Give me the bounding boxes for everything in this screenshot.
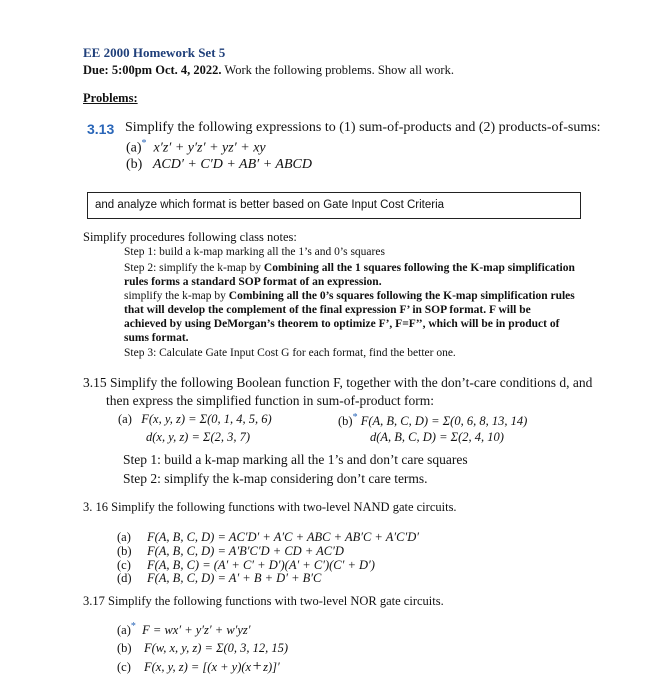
step-bold: Combining all the 0’s squares following the K-map simplification rules	[228, 290, 575, 302]
problem-3-15-step-1: Step 1: build a k-map marking all the 1’s and don’t care squares	[123, 452, 468, 467]
item-label: (c)	[117, 558, 131, 572]
problem-3-15-b-d: d(A, B, C, D) = Σ(2, 4, 10)	[370, 430, 504, 444]
procedure-intro: Simplify procedures following class notes:	[83, 230, 297, 244]
problem-3-15-line-2: then express the simplified function in sum-of-product form:	[106, 393, 435, 408]
expression: F(w, x, y, z) = Σ(0, 3, 12, 15)	[144, 641, 289, 655]
due-instructions: Work the following problems. Show all work.	[221, 63, 454, 77]
problem-3-15-b-f	[338, 412, 527, 429]
item-label: (b)	[126, 157, 143, 172]
problem-3-16-d	[117, 571, 321, 586]
item-label: (a)	[117, 623, 131, 638]
star-marker: *	[141, 138, 147, 149]
procedure-step-2b-cont-3: sums format.	[124, 332, 189, 344]
expression: ACD′ + C′D + AB′ + ABCD	[152, 157, 312, 172]
expression: F(x, y, z) = Σ(0, 1, 4, 5, 6)	[141, 412, 272, 426]
problem-3-13-number: 3.13	[87, 121, 115, 137]
star-marker: *	[130, 621, 136, 632]
procedure-step-2b-cont-2: achieved by using DeMorgan’s theorem to optimize F’, F=F’’, which will be in product of	[124, 318, 560, 330]
problem-3-17-b	[117, 641, 288, 656]
due-date: Due: 5:00pm Oct. 4, 2022.	[83, 63, 222, 77]
problem-3-13-a	[126, 138, 266, 157]
expression: F(A, B, C, D) = A′ + B + D′ + B′C	[147, 571, 322, 585]
problem-3-17-c	[117, 660, 280, 675]
expression: F = wx′ + y′z′ + w′yz′	[142, 623, 251, 638]
expression-start: F(x, y, z) = [(x + y)(x	[144, 660, 252, 674]
procedure-step-2-cont: rules forms a standard SOP format of an expression.	[124, 276, 382, 288]
note-text: and analyze which format is better based on Gate Input Cost Criteria	[95, 199, 445, 211]
expression-end: z)]′	[263, 660, 280, 674]
expression: F(A, B, C) = (A′ + C′ + D′)(A′ + C′)(C′ + D′)	[147, 558, 375, 572]
item-label: (b)	[117, 641, 132, 655]
step-text: Step 2: simplify the k-map by	[124, 262, 264, 274]
problem-3-15-line-1: 3.15 Simplify the following Boolean function F, together with the don’t-care conditions d, and	[83, 375, 593, 390]
problem-3-13-prompt: Simplify the following expressions to (1) sum-of-products and (2) products-of-sums:	[125, 120, 601, 135]
handwritten-plus-mark: +	[252, 658, 262, 675]
procedure-step-3: Step 3: Calculate Gate Input Cost G for each format, find the better one.	[124, 347, 456, 359]
procedure-step-2b-cont-1: that will develop the complement of the final expression F’ in SOP format. F will be	[124, 304, 531, 316]
item-label: (b)	[338, 414, 353, 429]
step-bold: Combining all the 1 squares following the K-map simplification	[263, 262, 575, 274]
problem-3-15-a-f	[118, 412, 272, 427]
problem-3-15-step-2: Step 2: simplify the k-map considering don’t care terms.	[123, 471, 428, 486]
step-text: simplify the k-map by	[124, 290, 229, 302]
problem-3-17-heading: 3.17 Simplify the following functions with two-level NOR gate circuits.	[83, 594, 444, 608]
problem-3-17-a	[117, 621, 251, 638]
item-label: (a)	[117, 530, 131, 544]
procedure-step-1: Step 1: build a k-map marking all the 1’s and 0’s squares	[124, 246, 385, 258]
item-label: (d)	[117, 571, 132, 585]
problem-3-16-heading: 3. 16 Simplify the following functions with two-level NAND gate circuits.	[83, 500, 457, 514]
problem-3-15-a-d: d(x, y, z) = Σ(2, 3, 7)	[146, 430, 251, 444]
homework-title: EE 2000 Homework Set 5	[83, 45, 226, 60]
item-label: (b)	[117, 544, 132, 558]
star-marker: *	[352, 412, 358, 423]
expression: F(A, B, C, D) = AC′D′ + A′C + ABC + AB′C + A′C′D′	[147, 530, 419, 544]
problem-3-16-b	[117, 544, 344, 559]
procedure-step-2	[124, 261, 575, 275]
expression: F(A, B, C, D) = A′B′C′D + CD + AC′D	[147, 544, 344, 558]
item-label: (a)	[118, 412, 132, 426]
due-line	[83, 63, 454, 78]
item-label: (a)	[126, 140, 142, 156]
problems-heading: Problems:	[83, 91, 138, 105]
problem-3-16-a	[117, 530, 419, 545]
item-label: (c)	[117, 660, 131, 674]
expression: F(A, B, C, D) = Σ(0, 6, 8, 13, 14)	[360, 414, 528, 429]
problem-3-13-b	[126, 157, 312, 173]
expression: x′z′ + y′z′ + yz′ + xy	[153, 140, 266, 156]
procedure-step-2b	[124, 289, 575, 303]
